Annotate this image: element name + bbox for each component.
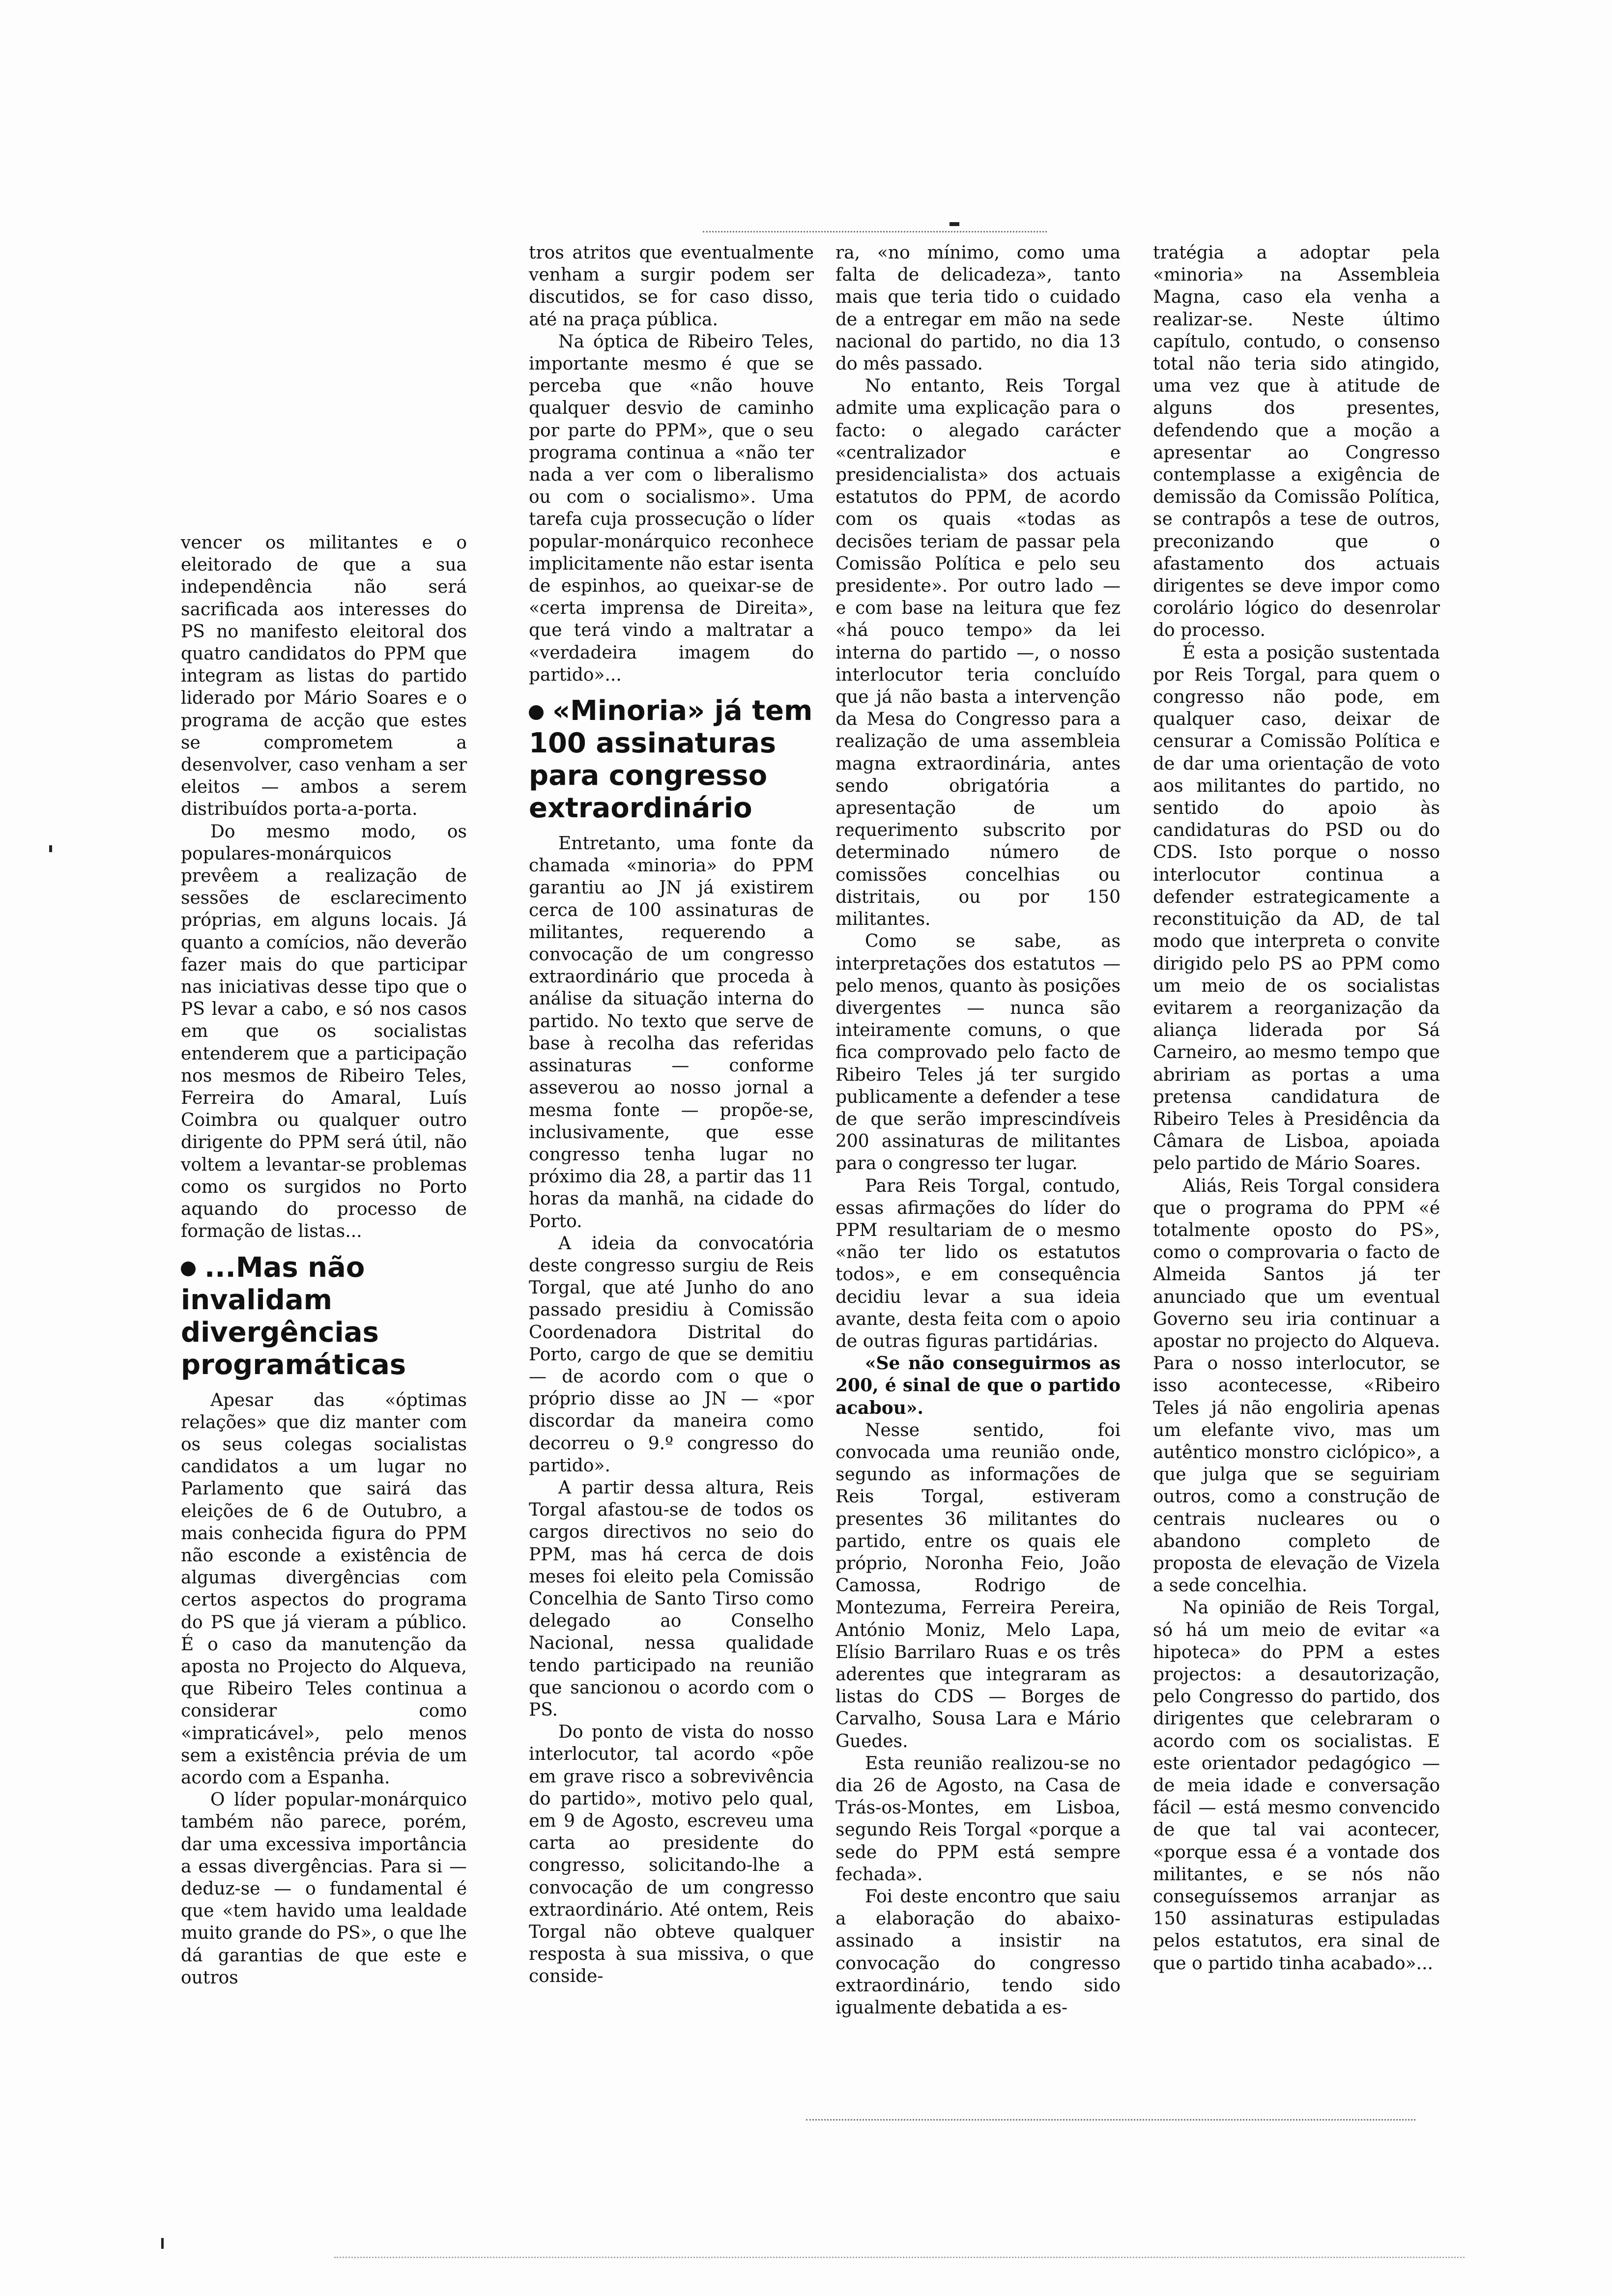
column-2 <box>529 242 814 1988</box>
col1-paragraph-4: O líder popular-monárquico também não parece, porém, dar uma excessiva importância a essas divergências. Para si — deduz-se — o fundamental é que «tem havido uma lealdade muito grande do PS», o que lhe dá garantias de que este e outros <box>181 1790 467 1988</box>
scan-speck <box>950 222 959 226</box>
scan-speck <box>49 845 52 852</box>
column-1 <box>181 532 467 1989</box>
col3-paragraph-1: ra, «no mínimo, como uma falta de delicadeza», tanto mais que teria tido o cuidado de a entregar em mão na sede nacional do partido, no dia 13 do mês passado. <box>835 243 1121 374</box>
col1-paragraph-1: vencer os militantes e o eleitorado de que a sua independência não será sacrificada aos interesses do PS no manifesto eleitoral dos quatro candidatos do PPM que integram as listas do partido liderado por Mário Soares e o programa de acção que estes se comprometem a desenvolver, caso venham a ser eleitos — ambos a serem distribuídos porta-a-porta. <box>181 533 467 820</box>
col1-subheading-text: ...Mas não invalidam divergências programáticas <box>181 1251 406 1381</box>
bottom-rule <box>806 2119 1415 2121</box>
col2-paragraph-1: tros atritos que eventualmente venham a surgir podem ser discutidos, se for caso disso, até na praça pública. <box>529 243 814 330</box>
col1-paragraph-3: Apesar das «óptimas relações» que diz manter com os seus colegas socialistas candidatos a um lugar no Parlamento que sairá das eleições de 6 de Outubro, a mais conhecida figura do PPM não esconde a existência de algumas divergências com certos aspectos do programa do PS que já vieram a público. É o caso da manutenção da aposta no Projecto do Alqueva, que Ribeiro Teles continua a considerar como «impraticável», pelo menos sem a existência prévia de um acordo com a Espanha. <box>181 1390 467 1788</box>
col3-paragraph-6: Nesse sentido, foi convocada uma reunião onde, segundo as informações de Reis Torgal, estiveram presentes 36 militantes do partido, entre os quais ele próprio, Noronha Feio, João Camossa, Rodrigo de Montezuma, Ferreira Pereira, António Moniz, Melo Lapa, Elísio Barrilaro Ruas e os três aderentes que integraram as listas do CDS — Borges de Carvalho, Sousa Lara e Mário Guedes. <box>835 1420 1121 1751</box>
col4-paragraph-2: É esta a posição sustentada por Reis Torgal, para quem o congresso não pode, em qualquer caso, deixar de censurar a Comissão Política e de dar uma orientação de voto aos militantes do partido, no sentido do apoio às candidaturas do PSD ou do CDS. Isto porque o nosso interlocutor continua a defender estrategicamente a reconstituição da AD, de tal modo que interpreta o convite dirigido pelo PS ao PPM como um meio de os socialistas evitarem a reorganização da aliança liderada por Sá Carneiro, ao mesmo tempo que abririam as portas a uma pretensa candidatura de Ribeiro Teles à Presidência da Câmara de Lisboa, apoiada pelo partido de Mário Soares. <box>1153 642 1440 1174</box>
col2-paragraph-2: Na óptica de Ribeiro Teles, importante mesmo é que se perceba que «não houve qualquer desvio de caminho por parte do PPM», que o seu programa continua a «não ter nada a ver com o liberalismo ou com o socialismo». Uma tarefa cuja prossecução o líder popular-monárquico reconhece implicitamente não estar isenta de espinhos, ao queixar-se de «certa imprensa de Direita», que terá vindo a maltratar a «verdadeira imagem do partido»... <box>529 331 814 685</box>
bullet-icon <box>181 1262 196 1276</box>
bullet-icon <box>529 705 544 720</box>
top-rule <box>703 231 1047 232</box>
col2-paragraph-4: A ideia da convocatória deste congresso surgiu de Reis Torgal, que até Junho do ano passado presidiu à Comissão Coordenadora Distrital do Porto, cargo de que se demitiu — de acordo com o que o próprio disse ao JN — «por discordar da maneira como decorreu o 9.º congresso do partido». <box>529 1233 814 1476</box>
col2-paragraph-5: A partir dessa altura, Reis Torgal afastou-se de todos os cargos directivos no seio do PPM, mas há cerca de dois meses foi eleito pela Comissão Concelhia de Santo Tirso como delegado ao Conselho Nacional, nessa qualidade tendo participado na reunião que sancionou o acordo com o PS. <box>529 1477 814 1720</box>
col2-subheading-text: «Minoria» já tem 100 assinaturas para congresso extraordinário <box>529 695 813 825</box>
col3-paragraph-3: Como se sabe, as interpretações dos estatutos — pelo menos, quanto às posições divergentes — nunca são inteiramente comuns, o que fica comprovado pelo facto de Ribeiro Teles já ter surgido publicamente a defender a tese de que serão imprescindíveis 200 assinaturas de militantes para o congresso ter lugar. <box>835 931 1121 1174</box>
col3-paragraph-2: No entanto, Reis Torgal admite uma explicação para o facto: o alegado carácter «centralizador e presidencialista» dos actuais estatutos do PPM, de acordo com os quais «todas as decisões teriam de passar pela Comissão Política e pelo seu presidente». Por outro lado — e com base na leitura que fez «há pouco tempo» da lei interna do partido —, o nosso interlocutor teria concluído que já não basta a intervenção da Mesa do Congresso para a realização de uma assembleia magna extraordinária, antes sendo obrigatória a apresentação de um requerimento subscrito por determinado número de comissões concelhias ou distritais, ou por 150 militantes. <box>835 376 1121 930</box>
col3-paragraph-4: Para Reis Torgal, contudo, essas afirmações do líder do PPM resultariam de o mesmo «não ter lido os estatutos todos», e em consequência decidiu levar a sua ideia avante, desta feita com o apoio de outras figuras partidárias. <box>835 1176 1121 1351</box>
column-4 <box>1153 242 1440 1975</box>
col3-paragraph-7: Esta reunião realizou-se no dia 26 de Agosto, na Casa de Trás-os-Montes, em Lisboa, segundo Reis Torgal «porque a sede do PPM está sempre fechada». <box>835 1753 1121 1885</box>
col4-paragraph-1: tratégia a adoptar pela «minoria» na Assembleia Magna, caso ela venha a realizar-se. Neste último capítulo, contudo, o consenso total não teria sido atingido, uma vez que à atitude de alguns dos presentes, defendendo que a moção a apresentar ao Congresso contemplasse a exigência de demissão da Comissão Política, se contrapôs a tese de outros, preconizando que o afastamento dos actuais dirigentes se deve impor como corolário lógico do desenrolar do processo. <box>1153 243 1440 641</box>
col4-paragraph-4: Na opinião de Reis Torgal, só há um meio de evitar «a hipoteca» do PPM a estes projectos: a desautorização, pelo Congresso do partido, dos dirigentes que celebraram o acordo com os socialistas. E este orientador pedagógico — de meia idade e conversação fácil — está mesmo convencido de que tal vai acontecer, «porque essa é a vontade dos militantes, e se nós não conseguíssemos arranjar as 150 assinaturas estipuladas pelos estatutos, era sinal de que o partido tinha acabado»... <box>1153 1598 1440 1974</box>
col3-paragraph-5: «Se não conseguirmos as 200, é sinal de que o partido acabou». <box>835 1353 1121 1418</box>
col4-paragraph-3: Aliás, Reis Torgal considera que o programa do PPM «é totalmente oposto do PS», como o comprovaria o facto de Almeida Santos já ter anunciado que um eventual Governo seu iria continuar a apostar no projecto do Alqueva. Para o nosso interlocutor, se isso acontecesse, «Ribeiro Teles já não engoliria apenas um elefante vivo, mas um autêntico monstro ciclópico», a que julga que se seguiriam outros, como a construção de centrais nucleares ou o abandono completo de proposta de elevação de Vizela a sede concelhia. <box>1153 1176 1440 1596</box>
footer-rule <box>334 2257 1465 2258</box>
col1-paragraph-2: Do mesmo modo, os populares-monárquicos prevêem a realização de sessões de esclarecimento próprias, em alguns locais. Já quanto a comícios, não deverão fazer mais do que participar nas iniciativas desse tipo que o PS levar a cabo, e só nos casos em que os socialistas entenderem que a participação nos mesmos de Ribeiro Teles, Ferreira do Amaral, Luís Coimbra ou qualquer outro dirigente do PPM será útil, não voltem a levantar-se problemas como os surgidos no Porto aquando do processo de formação de listas... <box>181 821 467 1242</box>
scan-speck <box>161 2238 164 2249</box>
col1-subheading <box>181 1252 467 1381</box>
col2-paragraph-6: Do ponto de vista do nosso interlocutor, tal acordo «põe em grave risco a sobrevivência do partido», motivo pelo qual, em 9 de Agosto, escreveu uma carta ao presidente do congresso, solicitando-lhe a convocação de um congresso extraordinário. Até ontem, Reis Torgal não obteve qualquer resposta à sua missiva, o que conside- <box>529 1722 814 1987</box>
col2-paragraph-3: Entretanto, uma fonte da chamada «minoria» do PPM garantiu ao JN já existirem cerca de 100 assinaturas de militantes, requerendo a convocação de um congresso extraordinário que proceda à análise da situação interna do partido. No texto que serve de base à recolha das referidas assinaturas — conforme asseverou ao nosso jornal a mesma fonte — propõe-se, inclusivamente, que esse congresso tenha lugar no próximo dia 28, a partir das 11 horas da manhã, na cidade do Porto. <box>529 833 814 1232</box>
col2-subheading <box>529 695 814 825</box>
col3-paragraph-8: Foi deste encontro que saiu a elaboração do abaixo-assinado a insistir na convocação do congresso extraordinário, tendo sido igualmente debatida a es- <box>835 1887 1121 2018</box>
column-3 <box>835 242 1121 2019</box>
